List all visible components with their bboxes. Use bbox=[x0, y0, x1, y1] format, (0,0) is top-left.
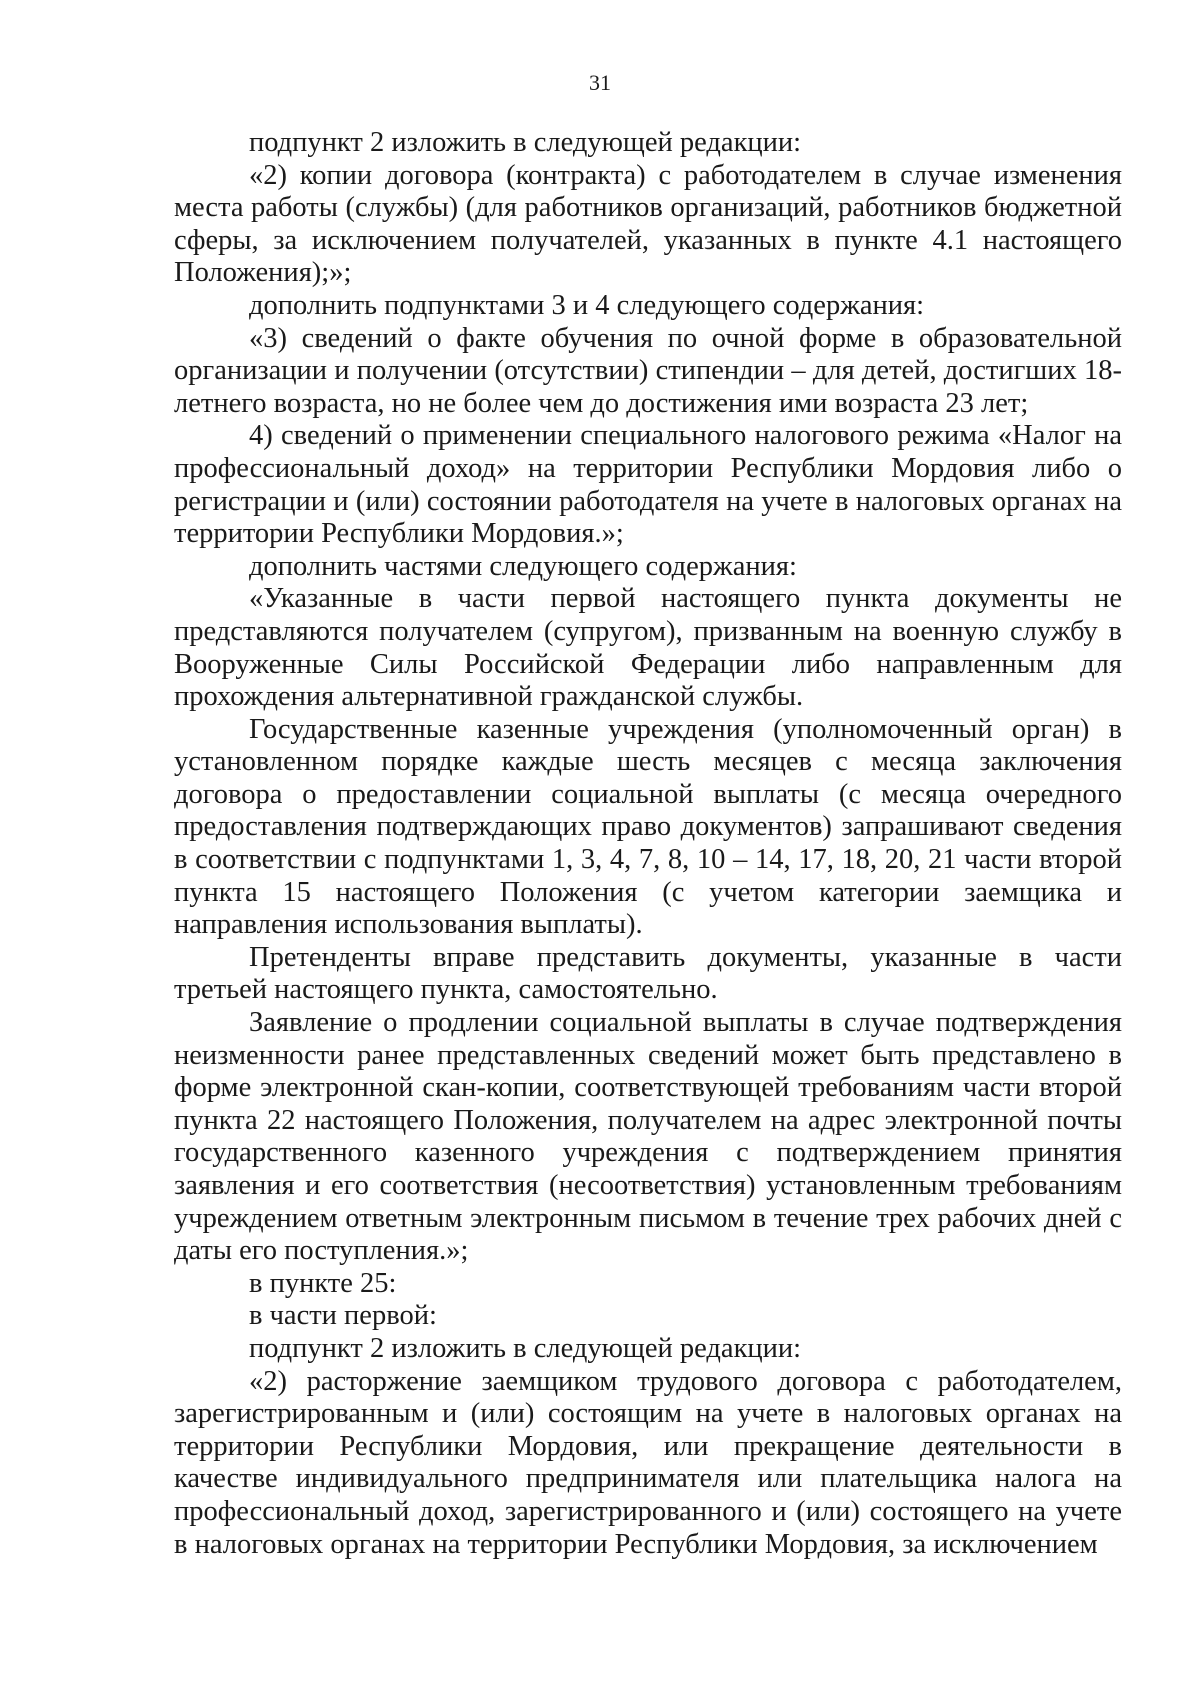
paragraph: Государственные казенные учреждения (уполномоченный орган) в установленном порядке каждые шесть месяцев с месяца заключения договора о предоставлении социальной выплаты (с месяца очередного предоставления подтверждающих право документов) запрашивают сведения в соответствии с подпунктами 1, 3, 4, 7, 8, 10 – 14, 17, 18, 20, 21 части второй пункта 15 настоящего Положения (с учетом категории заемщика и направления использования выплаты). bbox=[174, 713, 1122, 941]
page-number: 31 bbox=[589, 70, 611, 95]
paragraph: 4) сведений о применении специального налогового режима «Налог на профессиональный доход» на территории Республики Мордовия либо о регистрации и (или) состоянии работодателя на учете в налоговых органах на территории Республики Мордовия.»; bbox=[174, 420, 1122, 550]
paragraph: в пункте 25: bbox=[249, 1267, 397, 1299]
document-body bbox=[174, 127, 1122, 1561]
paragraph: в части первой: bbox=[249, 1300, 437, 1332]
paragraph: «3) сведений о факте обучения по очной форме в образовательной организации и получении (отсутствии) стипендии – для детей, достигших 18-летнего возраста, но не более чем до достижения ими возраста 23 лет; bbox=[174, 322, 1122, 419]
paragraph: дополнить частями следующего содержания: bbox=[249, 550, 797, 582]
paragraph: «2) копии договора (контракта) с работодателем в случае изменения места работы (службы) (для работников организаций, работников бюджетной сферы, за исключением получателей, указанных в пункте 4.1 настоящего Положения);»; bbox=[174, 159, 1122, 289]
paragraph: «2) расторжение заемщиком трудового договора с работодателем, зарегистрированным и (или) состоящим на учете в налоговых органах на территории Республики Мордовия, или прекращение деятельности в качестве индивидуального предпринимателя или плательщика налога на профессиональный доход, зарегистрированного и (или) состоящего на учете в налоговых органах на территории Республики Мордовия, за исключением bbox=[174, 1365, 1122, 1560]
paragraph: Претенденты вправе представить документы, указанные в части третьей настоящего пункта, самостоятельно. bbox=[174, 941, 1122, 1006]
paragraph: Заявление о продлении социальной выплаты в случае подтверждения неизменности ранее представленных сведений может быть представлено в форме электронной скан-копии, соответствующей требованиям части второй пункта 22 настоящего Положения, получателем на адрес электронной почты государственного казенного учреждения с подтверждением принятия заявления и его соответствия (несоответствия) установленным требованиям учреждением ответным электронным письмом в течение трех рабочих дней с даты его поступления.»; bbox=[174, 1007, 1122, 1267]
paragraph: подпункт 2 изложить в следующей редакции: bbox=[249, 1332, 802, 1364]
paragraph: «Указанные в части первой настоящего пункта документы не представляются получателем (супругом), призванным на военную службу в Вооруженные Силы Российской Федерации либо направленным для прохождения альтернативной гражданской службы. bbox=[174, 583, 1122, 713]
paragraph: подпункт 2 изложить в следующей редакции: bbox=[249, 127, 802, 158]
paragraph: дополнить подпунктами 3 и 4 следующего содержания: bbox=[249, 289, 925, 321]
